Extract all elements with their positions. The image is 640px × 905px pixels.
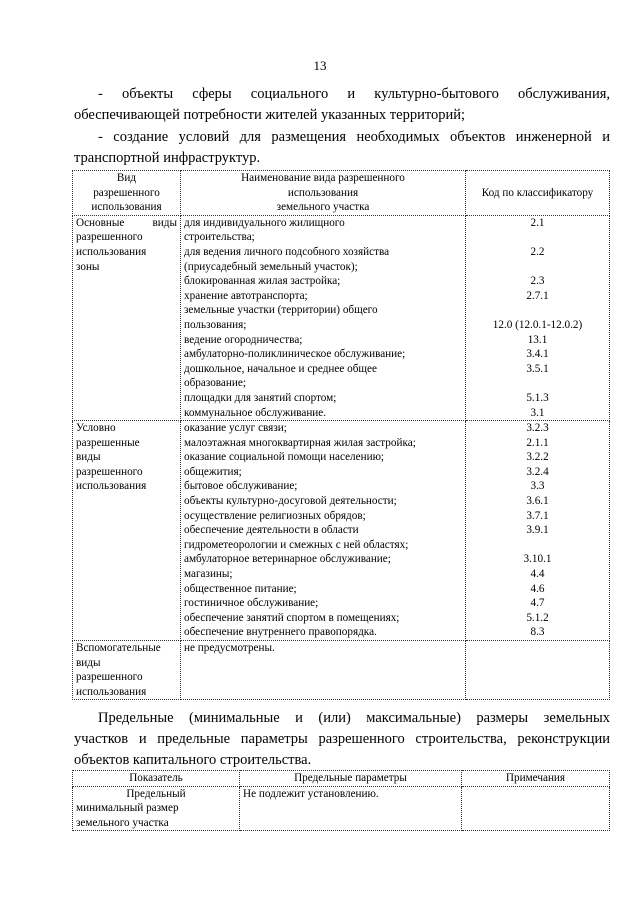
use-codes-cell-line: 3.6.1 — [526, 495, 549, 508]
use-names-cell-line: площадки для занятий спортом; — [184, 391, 337, 404]
use-group-label-line: виды — [76, 656, 101, 669]
use-codes-cell-line: 3.2.2 — [526, 451, 549, 464]
use-codes-cell-line: 4.7 — [530, 597, 545, 610]
use-names-cell — [181, 215, 466, 420]
header-use-type-line: использования — [91, 201, 162, 214]
limits-paragraph-line-1: Предельные (минимальные и (или) максимальные) размеры земельных — [98, 710, 610, 726]
use-group-label-line: виды — [76, 451, 101, 464]
use-names-cell — [181, 421, 466, 641]
use-codes-cell-line — [469, 641, 606, 656]
header-use-name-line: Наименование вида разрешенного — [241, 172, 405, 184]
intro-bullet-2-line-2: транспортной инфраструктур. — [74, 150, 261, 166]
use-names-cell-line: малоэтажная многоквартирная жилая застройка; — [184, 436, 416, 449]
use-names-cell-line: дошкольное, начальное и среднее общее — [184, 362, 377, 375]
use-group-label-line: разрешенного — [76, 671, 143, 684]
notes-cell — [462, 786, 610, 831]
use-group-label-line: Вспомогательные — [76, 642, 161, 654]
use-names-cell-line: для индивидуального жилищного — [184, 216, 345, 229]
use-names-cell-line: амбулаторное ветеринарное обслуживание; — [184, 553, 391, 566]
use-codes-cell-line: 3.9.1 — [526, 524, 549, 537]
use-group-label-line: использования — [76, 245, 147, 258]
use-codes-cell-line — [469, 538, 606, 553]
use-codes-cell-line — [469, 376, 606, 391]
indicator-line: Предельный — [126, 787, 186, 800]
use-codes-cell-line: 8.3 — [530, 626, 545, 639]
use-group-label-line: использования — [76, 480, 147, 493]
use-names-cell-line: пользования; — [184, 318, 247, 331]
limits-paragraph-line-2: участков и предельные параметры разрешенного строительства, реконструкции — [74, 731, 610, 747]
use-codes-cell-line: 2.1.1 — [526, 436, 549, 449]
use-names-cell-line: общественное питание; — [184, 582, 297, 595]
use-names-cell-line: для ведения личного подсобного хозяйства — [184, 245, 390, 258]
use-group-label — [73, 421, 181, 641]
use-codes-cell-line: 2.3 — [530, 275, 545, 288]
header-notes: Примечания — [462, 771, 610, 787]
use-codes-cell-line — [469, 303, 606, 318]
intro-bullet-1-line-1: - объекты сферы социального и культурно-бытового обслуживания, — [98, 86, 610, 102]
use-names-cell-line: объекты культурно-досуговой деятельности; — [184, 495, 397, 508]
header-code: Код по классификатору — [466, 171, 610, 216]
use-group-label — [73, 641, 181, 700]
use-codes-cell-line: 3.3 — [530, 480, 545, 493]
use-group-label-line: разрешенного — [76, 231, 143, 244]
use-names-cell-line: общежития; — [184, 465, 242, 478]
use-group-label-line: разрешенные — [76, 436, 140, 449]
use-codes-cell-line: 5.1.3 — [526, 391, 549, 404]
use-codes-cell-line: 3.4.1 — [526, 348, 549, 361]
header-use-type-line: разрешенного — [93, 186, 160, 199]
use-codes-cell-line: 13.1 — [527, 333, 548, 346]
header-use-name-line: земельного участка — [276, 201, 370, 214]
use-codes-cell-line — [469, 230, 606, 245]
intro-bullet-1 — [74, 84, 610, 126]
use-names-cell-line: обеспечение внутреннего правопорядка. — [184, 626, 377, 639]
use-codes-cell — [466, 641, 610, 700]
use-group-label-line: Условно — [76, 422, 116, 435]
use-group-label-line: зоны — [76, 260, 100, 273]
indicator-cell — [73, 786, 240, 831]
use-group-label-line: Основные виды — [76, 216, 177, 229]
use-names-cell-line: не предусмотрены. — [184, 642, 275, 654]
permitted-use-table — [72, 170, 610, 700]
intro-bullet-2 — [74, 127, 610, 169]
use-names-cell-line: образование; — [184, 377, 246, 390]
limits-paragraph — [74, 708, 610, 771]
use-codes-cell-line: 12.0 (12.0.1-12.0.2) — [492, 318, 583, 331]
use-group-row — [73, 421, 610, 641]
use-names-cell-line: амбулаторно-поликлиническое обслуживание; — [184, 348, 406, 361]
header-use-type — [73, 171, 181, 216]
use-names-cell-line: оказание социальной помощи населению; — [184, 451, 385, 464]
use-codes-cell-line: 4.6 — [530, 582, 545, 595]
header-use-name-line: использования — [287, 186, 359, 199]
use-names-cell-line: ведение огородничества; — [184, 333, 303, 346]
use-names-cell-line: коммунальное обслуживание. — [184, 406, 327, 419]
use-codes-cell-line: 3.7.1 — [526, 509, 549, 522]
use-names-cell-line: гостиничное обслуживание; — [184, 597, 319, 610]
use-codes-cell-line: 5.1.2 — [526, 611, 549, 624]
limits-table-header — [73, 771, 610, 787]
use-names-cell-line: оказание услуг связи; — [184, 422, 287, 435]
use-names-cell-line: строительства; — [184, 231, 255, 244]
use-names-cell-line: земельные участки (территории) общего — [184, 304, 378, 317]
use-codes-cell-line: 3.5.1 — [526, 362, 549, 375]
use-codes-cell-line: 3.2.4 — [526, 465, 549, 478]
limits-table — [72, 770, 610, 831]
intro-bullet-2-line-1: - создание условий для размещения необходимых объектов инженерной и — [98, 129, 610, 145]
indicator-line: минимальный размер — [76, 802, 179, 815]
use-group-label — [73, 215, 181, 420]
header-params: Предельные параметры — [240, 771, 462, 787]
use-group-label-line: использования — [76, 685, 147, 698]
use-names-cell-line: магазины; — [184, 568, 233, 581]
use-names-cell-line: обеспечение занятий спортом в помещениях; — [184, 611, 400, 624]
params-cell: Не подлежит установлению. — [240, 786, 462, 831]
permitted-use-table-body — [73, 215, 610, 700]
permitted-use-table-header — [73, 171, 610, 216]
header-use-name — [181, 171, 466, 216]
use-codes-cell-line — [469, 260, 606, 275]
use-names-cell — [181, 641, 466, 700]
use-codes-cell — [466, 215, 610, 420]
use-names-cell-line: хранение автотранспорта; — [184, 289, 308, 302]
use-names-cell-line: блокированная жилая застройка; — [184, 275, 341, 288]
use-codes-cell-line: 3.10.1 — [523, 553, 552, 566]
use-codes-cell-line: 2.1 — [530, 216, 545, 229]
page-number: 13 — [313, 58, 327, 73]
use-names-cell-line: осуществление религиозных обрядов; — [184, 509, 366, 522]
header-use-type-line: Вид — [116, 172, 137, 184]
indicator-line: земельного участка — [76, 816, 169, 829]
use-codes-cell-line: 2.7.1 — [526, 289, 549, 302]
use-codes-cell — [466, 421, 610, 641]
use-names-cell-line: обеспечение деятельности в области — [184, 524, 359, 537]
use-group-row — [73, 215, 610, 420]
use-codes-cell-line: 3.1 — [530, 406, 545, 419]
use-names-cell-line: бытовое обслуживание; — [184, 480, 298, 493]
intro-bullet-1-line-2: обеспечивающей потребности жителей указанных территорий; — [74, 107, 466, 123]
use-group-row — [73, 641, 610, 700]
use-codes-cell-line: 4.4 — [530, 568, 545, 581]
use-group-label-line: разрешенного — [76, 465, 143, 478]
use-codes-cell-line: 2.2 — [530, 245, 545, 258]
use-names-cell-line: (приусадебный земельный участок); — [184, 260, 358, 273]
limits-table-row — [73, 786, 610, 831]
limits-paragraph-line-3: объектов капитального строительства. — [74, 752, 312, 768]
header-indicator: Показатель — [73, 771, 240, 787]
use-names-cell-line: гидрометеорологии и смежных с ней областях; — [184, 538, 409, 551]
use-codes-cell-line: 3.2.3 — [526, 422, 549, 435]
